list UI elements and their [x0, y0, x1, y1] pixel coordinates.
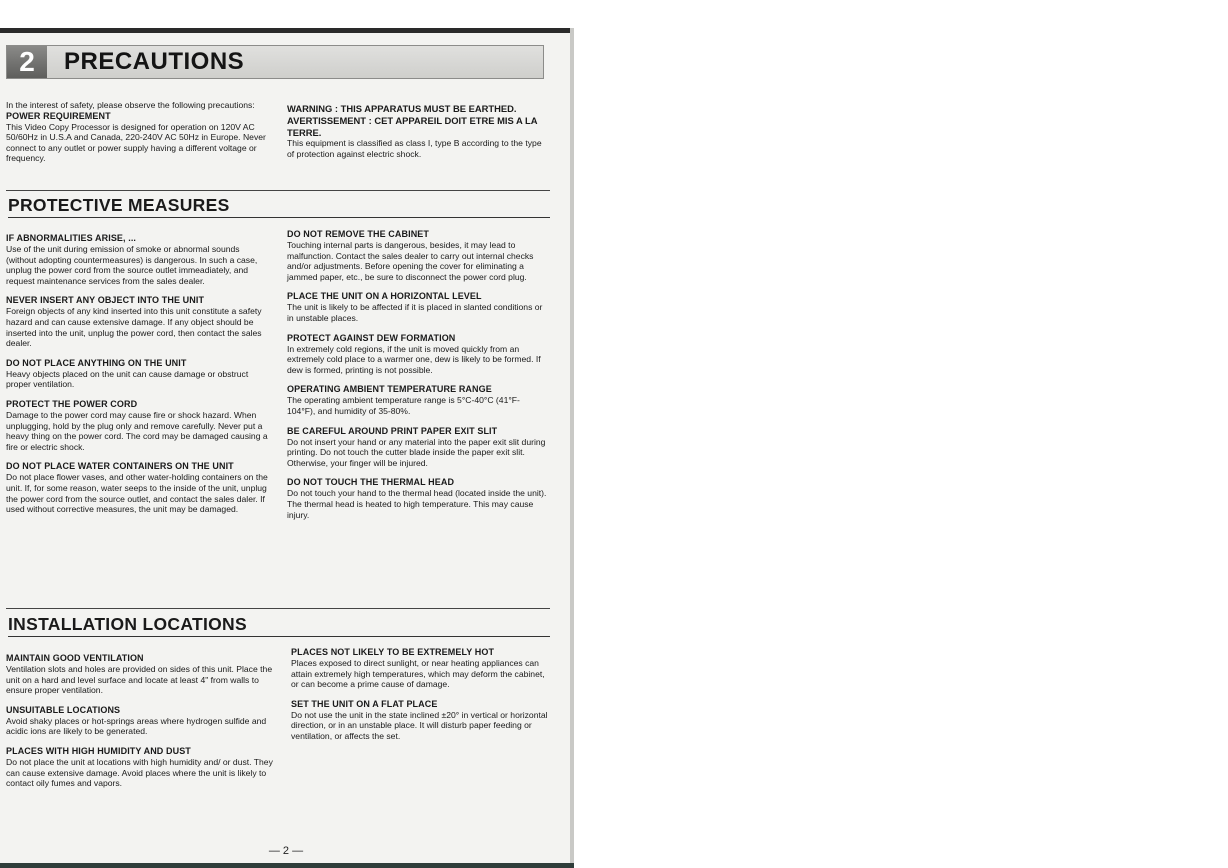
location-heading: PLACES WITH HIGH HUMIDITY AND DUST: [6, 745, 191, 756]
precaution-block: [287, 291, 547, 323]
precaution-text: Heavy objects placed on the unit can cause damage or obstruct proper ventilation.: [6, 368, 249, 390]
installation-right-column: [291, 647, 553, 751]
warning-text: This equipment is classified as class I, type B according to the type of protection against electric shock.: [287, 138, 542, 159]
location-block: [6, 705, 274, 737]
location-heading: UNSUITABLE LOCATIONS: [6, 704, 121, 715]
power-requirement-heading: POWER REQUIREMENT: [6, 110, 111, 121]
precaution-heading: DO NOT PLACE WATER CONTAINERS ON THE UNIT: [6, 461, 234, 472]
precaution-block: [287, 333, 547, 376]
precaution-text: Touching internal parts is dangerous, besides, it may lead to malfunction. Contact the sales dealer to carry out internal checks and/or adjustments. Before opening the cover for eliminating a jammed paper, etc., be sure to disconnect the power cord plug.: [287, 240, 534, 282]
precaution-heading: PROTECT THE POWER CORD: [6, 398, 138, 409]
chapter-number: 2: [7, 46, 47, 78]
location-block: [291, 699, 553, 742]
location-heading: MAINTAIN GOOD VENTILATION: [6, 653, 144, 663]
power-requirement-text: This Video Copy Processor is designed for operation on 120V AC 50/60Hz in U.S.A and Canada, 220-240V AC 50Hz in Europe. Never connect to any outlet or power supply having a different voltage or frequency.: [6, 121, 266, 164]
intro-text: In the interest of safety, please observe the following precautions:: [6, 100, 255, 110]
protective-left-column: [6, 233, 270, 524]
page-right-edge: [570, 28, 574, 868]
precaution-heading: PLACE THE UNIT ON A HORIZONTAL LEVEL: [287, 291, 482, 302]
precaution-block: [287, 477, 547, 520]
manual-page: [0, 28, 574, 868]
location-block: [6, 653, 274, 696]
precaution-block: [6, 461, 270, 514]
location-text: Do not place the unit at locations with high humidity and/ or dust. They can cause extensive damage. Avoid places where the unit is likely to contact oily fumes and vapors.: [6, 756, 273, 789]
precaution-block: [6, 233, 270, 286]
precaution-block: [6, 358, 270, 390]
precaution-block: [6, 399, 270, 452]
location-block: [6, 746, 274, 789]
location-text: Ventilation slots and holes are provided on sides of this unit. Place the unit on a hard and level surface and locate at least 4" from walls to ensure proper ventilation.: [6, 664, 273, 696]
section-title-protective: PROTECTIVE MEASURES: [8, 195, 550, 218]
divider: [6, 190, 550, 191]
precaution-block: [6, 295, 270, 348]
precaution-heading: OPERATING AMBIENT TEMPERATURE RANGE: [287, 384, 492, 395]
precaution-text: Foreign objects of any kind inserted into this unit constitute a safety hazard and can cause extensive damage. If any object should be inserted into the unit, unplug the power cord, then contact the sales dealer.: [6, 306, 262, 349]
chapter-title: PRECAUTIONS: [64, 48, 245, 75]
chapter-header: [6, 45, 544, 79]
precaution-text: Damage to the power cord may cause fire or shock hazard. When unplugging, hold by the plug only and remove carefully. Never put a heavy thing on the power cord. The cord may be damaged causing a fire or electric shock.: [6, 409, 268, 452]
precaution-block: [287, 426, 547, 469]
precaution-heading: BE CAREFUL AROUND PRINT PAPER EXIT SLIT: [287, 425, 498, 436]
location-text: Avoid shaky places or hot-springs areas where hydrogen sulfide and acidic ions are likely to be generated.: [6, 715, 267, 737]
warning-english: WARNING : THIS APPARATUS MUST BE EARTHED.: [287, 103, 517, 114]
precaution-block: [287, 229, 547, 282]
precaution-heading: PROTECT AGAINST DEW FORMATION: [287, 332, 456, 343]
location-text: Do not use the unit in the state inclined ±20° in vertical or horizontal direction, or in an unstable place. It will disturb paper feeding or ventilation, or affects the set.: [291, 709, 548, 741]
precaution-text: Do not insert your hand or any material into the paper exit slit during printing. Do not touch the cutter blade inside the paper exit slit. Otherwise, your finger will be injured.: [287, 436, 546, 468]
page-bottom-edge: [0, 863, 574, 868]
precaution-heading: IF ABNORMALITIES ARISE, ...: [6, 233, 137, 243]
precaution-text: Do not place flower vases, and other water-holding containers on the unit. If, for some reason, water seeps to the inside of the unit, unplug the power cord from the source outlet, and contact the sales daler. If used without corrective measures, the unit may be damaged.: [6, 472, 268, 515]
installation-left-column: [6, 653, 274, 798]
page-top-edge: [0, 28, 574, 33]
precaution-text: The unit is likely to be affected if it is placed in slanted conditions or in unstable places.: [287, 302, 543, 323]
precaution-heading: DO NOT TOUCH THE THERMAL HEAD: [287, 477, 455, 488]
section-title-installation: INSTALLATION LOCATIONS: [8, 614, 550, 637]
location-text: Places exposed to direct sunlight, or near heating appliances can attain extremely high temperatures, which may deform the cabinet, or can become a prime cause of damage.: [291, 658, 545, 690]
warning-french: AVERTISSEMENT : CET APPAREIL DOIT ETRE MIS A LA TERRE.: [287, 114, 538, 138]
page-number: — 2 —: [268, 845, 304, 857]
precaution-text: The operating ambient temperature range is 5°C-40°C (41°F-104°F), and humidity of 35-80%.: [287, 395, 520, 416]
precaution-text: Use of the unit during emission of smoke or abnormal sounds (without adopting countermeasures) is dangerous. In such a case, unplug the power cord from the source outlet immeadiately, and request maintenance services from the sales dealer.: [6, 244, 258, 286]
precaution-block: [287, 384, 547, 416]
location-heading: SET THE UNIT ON A FLAT PLACE: [291, 698, 438, 709]
precaution-text: Do not touch your hand to the thermal head (located inside the unit). The thermal head is heated to high temperature. This may cause injury.: [287, 488, 547, 520]
intro-right: [287, 103, 545, 160]
precaution-heading: DO NOT PLACE ANYTHING ON THE UNIT: [6, 357, 187, 368]
location-block: [291, 647, 553, 690]
intro-left: [6, 100, 270, 164]
precaution-text: In extremely cold regions, if the unit is moved quickly from an extremely cold place to a warmer one, dew is likely to be formed. If dew is formed, printing is not possible.: [287, 343, 541, 375]
divider: [6, 608, 550, 609]
precaution-heading: DO NOT REMOVE THE CABINET: [287, 229, 430, 239]
location-heading: PLACES NOT LIKELY TO BE EXTREMELY HOT: [291, 647, 495, 657]
precaution-heading: NEVER INSERT ANY OBJECT INTO THE UNIT: [6, 295, 205, 306]
protective-right-column: [287, 229, 547, 529]
